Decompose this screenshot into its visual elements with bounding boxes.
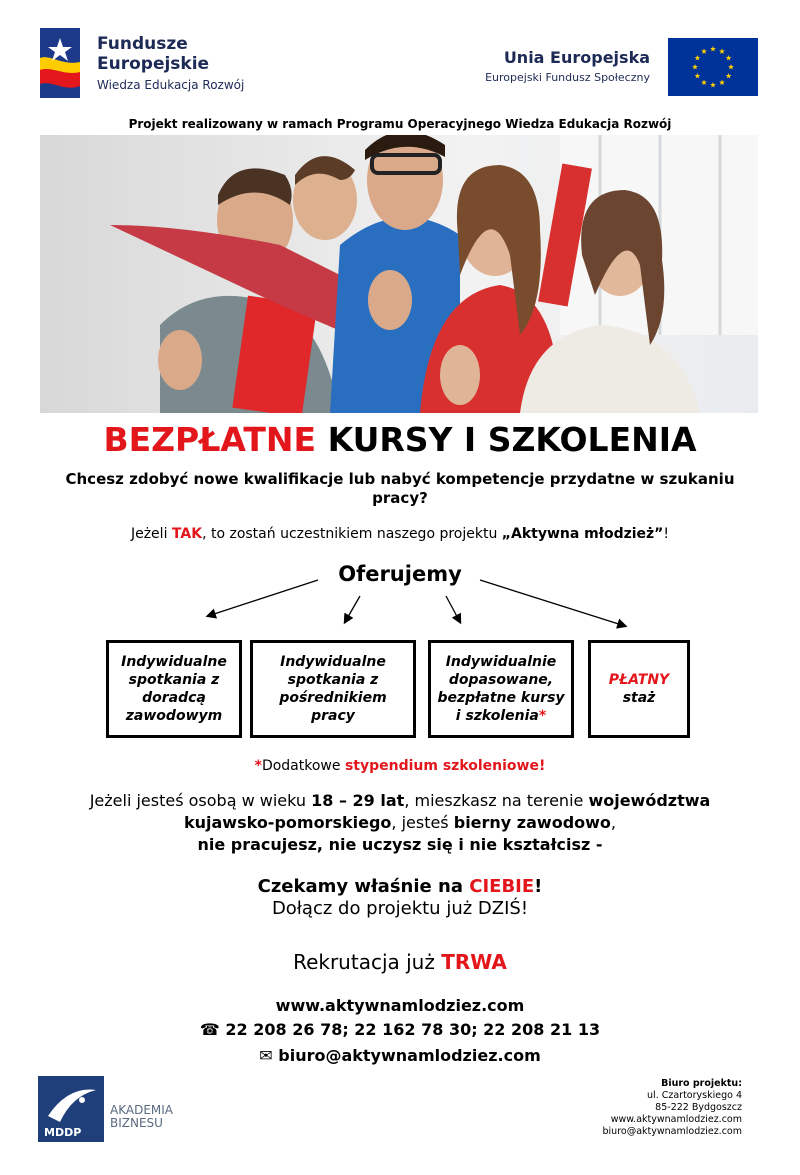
headline-courses: KURSY I SZKOLENIA xyxy=(316,420,697,459)
offer-box-job-agent xyxy=(250,640,416,738)
invite-project-name: „Aktywna młodzież” xyxy=(501,526,664,542)
invite-mid: , to zostań uczestnikiem naszego projektu xyxy=(202,526,502,542)
recruitment xyxy=(0,950,800,974)
office-street: ul. Czartoryskiego 4 xyxy=(647,1090,742,1101)
elig-line3: nie pracujesz, nie uczysz się i nie kształcisz xyxy=(197,835,591,854)
offer-box4-text: staż xyxy=(622,690,656,706)
invite-tak: TAK xyxy=(171,526,203,542)
mddp-logo xyxy=(38,1076,104,1142)
elig-p3: , jesteś xyxy=(391,813,454,832)
offer-box3-content xyxy=(433,653,569,725)
akademia-biznesu xyxy=(110,1104,173,1130)
elig-p2: , mieszkasz na terenie xyxy=(404,791,589,810)
wait-ciebie: CIEBIE xyxy=(469,876,535,897)
office-city: 85-222 Bydgoszcz xyxy=(655,1102,742,1113)
unia-europejska-text xyxy=(450,48,650,84)
headline-free: BEZPŁATNE xyxy=(103,420,317,459)
envelope-icon: ✉ xyxy=(259,1046,273,1065)
elig-dash: - xyxy=(590,835,603,854)
email-text[interactable]: biuro@aktywnamlodziez.com xyxy=(278,1046,541,1065)
invite-end: ! xyxy=(663,526,670,542)
offer-box3-star: * xyxy=(538,708,547,724)
offer-box-internship xyxy=(588,640,690,738)
ue-subtitle: Europejski Fundusz Społeczny xyxy=(485,71,650,84)
mddp-text: MDDP xyxy=(44,1126,82,1139)
extra-stipend-red: stypendium szkoleniowe! xyxy=(344,758,546,774)
headline xyxy=(0,420,800,459)
elig-region1: województwa xyxy=(588,791,711,810)
eu-flag-icon xyxy=(668,38,758,96)
offer-box-courses xyxy=(428,640,574,738)
invite xyxy=(0,526,800,542)
recruit-pre: Rekrutacja już xyxy=(293,950,442,974)
fundusze-europejskie-text xyxy=(97,34,244,92)
office-title: Biuro projektu: xyxy=(661,1078,742,1089)
extra-stipend xyxy=(0,758,800,774)
hero-photo-happy-young-people xyxy=(40,135,758,413)
elig-p1: Jeżeli jesteś osobą w wieku xyxy=(89,791,312,810)
fundusze-europejskie-logo xyxy=(40,28,80,98)
fe-subtitle: Wiedza Edukacja Rozwój xyxy=(97,78,245,92)
offer-box2-text: Indywidualne spotkania z pośrednikiem pracy xyxy=(279,654,387,724)
akad-line2: BIZNESU xyxy=(110,1116,163,1130)
office-email[interactable]: biuro@aktywnamlodziez.com xyxy=(602,1126,742,1137)
offer-box4-content xyxy=(609,671,669,707)
fe-line2: Europejskie xyxy=(97,54,210,74)
eligibility xyxy=(40,790,760,856)
elig-p4: , xyxy=(610,813,616,832)
recruit-trwa: TRWA xyxy=(441,950,507,974)
extra-text: Dodatkowe xyxy=(261,758,345,774)
phone-icon: ☎ xyxy=(199,1020,220,1039)
wait-pre: Czekamy właśnie na xyxy=(257,876,470,897)
wait-line2: Dołącz do projektu już DZIŚ! xyxy=(271,898,529,919)
program-line: Projekt realizowany w ramach Programu Operacyjnego Wiedza Edukacja Rozwój xyxy=(128,117,672,131)
project-office xyxy=(560,1078,742,1138)
extra-star: * xyxy=(254,758,262,774)
fe-line1: Fundusze xyxy=(97,34,188,54)
offer-box4-paid: PŁATNY xyxy=(608,672,670,688)
elig-age: 18 – 29 lat xyxy=(311,791,405,810)
wait-for-you xyxy=(0,876,800,920)
invite-pre: Jeżeli xyxy=(130,526,172,542)
wait-end: ! xyxy=(534,876,543,897)
offer-title: Oferujemy xyxy=(338,562,462,586)
elig-region2: kujawsko-pomorskiego xyxy=(183,813,392,832)
question: Chcesz zdobyć nowe kwalifikacje lub nabyć kompetencje przydatne w szukaniu pracy? xyxy=(65,470,735,507)
office-web[interactable]: www.aktywnamlodziez.com xyxy=(610,1114,742,1125)
offer-box-career-advisor xyxy=(106,640,242,738)
akad-line1: AKADEMIA xyxy=(110,1103,173,1117)
phone-text: 22 208 26 78; 22 162 78 30; 22 208 21 13 xyxy=(225,1020,601,1039)
ue-title: Unia Europejska xyxy=(503,48,650,67)
offer-box1-text: Indywidualne spotkania z doradcą zawodowym xyxy=(121,654,227,724)
phone-numbers xyxy=(0,1020,800,1039)
offer-arrows xyxy=(0,560,800,640)
elig-bierny: bierny zawodowo xyxy=(453,813,611,832)
website-link[interactable]: www.aktywnamlodziez.com xyxy=(275,996,525,1015)
offer-box3-text: Indywidualnie dopasowane, bezpłatne kursy i szkolenia xyxy=(437,654,565,724)
email-contact[interactable] xyxy=(0,1046,800,1065)
